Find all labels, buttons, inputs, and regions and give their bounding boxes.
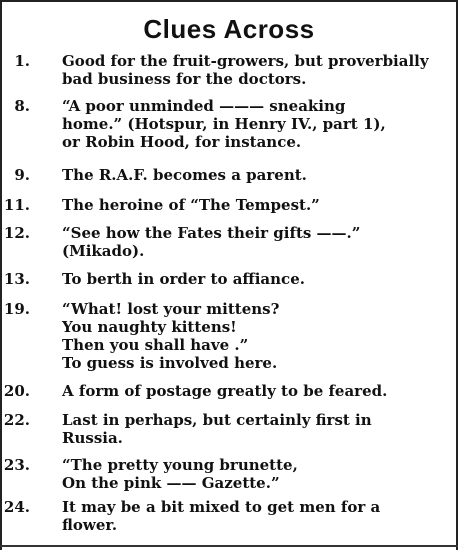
- clue-number: 1.: [14, 52, 30, 70]
- clue-text: “What! lost your mittens? You naughty kittens! Then you shall have .” To guess is involved here.: [62, 300, 280, 372]
- clue-number: 8.: [14, 97, 30, 115]
- clue-text: It may be a bit mixed to get men for a flower.: [62, 498, 381, 534]
- clue-number: 23.: [3, 456, 30, 474]
- clue-number: 19.: [3, 300, 30, 318]
- clue-number: 9.: [14, 166, 30, 184]
- bottom-rule: [0, 545, 458, 547]
- clue-number: 20.: [3, 382, 30, 400]
- clue-text: “The pretty young brunette, On the pink —— Gazette.”: [62, 456, 298, 492]
- clue-number: 12.: [3, 224, 30, 242]
- clue-number: 22.: [3, 411, 30, 429]
- clue-number: 11.: [3, 196, 30, 214]
- clue-text: A form of postage greatly to be feared.: [62, 382, 388, 400]
- clue-text: “A poor unminded ——— sneaking home.” (Hotspur, in Henry IV., part 1), or Robin Hood, for instance.: [62, 97, 386, 151]
- clue-text: The R.A.F. becomes a parent.: [62, 166, 307, 184]
- clue-number: 24.: [3, 498, 30, 516]
- border-left: [0, 0, 2, 550]
- page-title: Clues Across: [143, 14, 315, 44]
- clue-number: 13.: [3, 270, 30, 288]
- clue-text: To berth in order to affiance.: [62, 270, 305, 288]
- clue-text: Last in perhaps, but certainly first in Russia.: [62, 411, 372, 447]
- clue-text: “See how the Fates their gifts ——.” (Mikado).: [62, 224, 361, 260]
- clue-text: The heroine of “The Tempest.”: [62, 196, 320, 214]
- border-top: [0, 0, 458, 2]
- clue-text: Good for the fruit-growers, but proverbially bad business for the doctors.: [62, 52, 429, 88]
